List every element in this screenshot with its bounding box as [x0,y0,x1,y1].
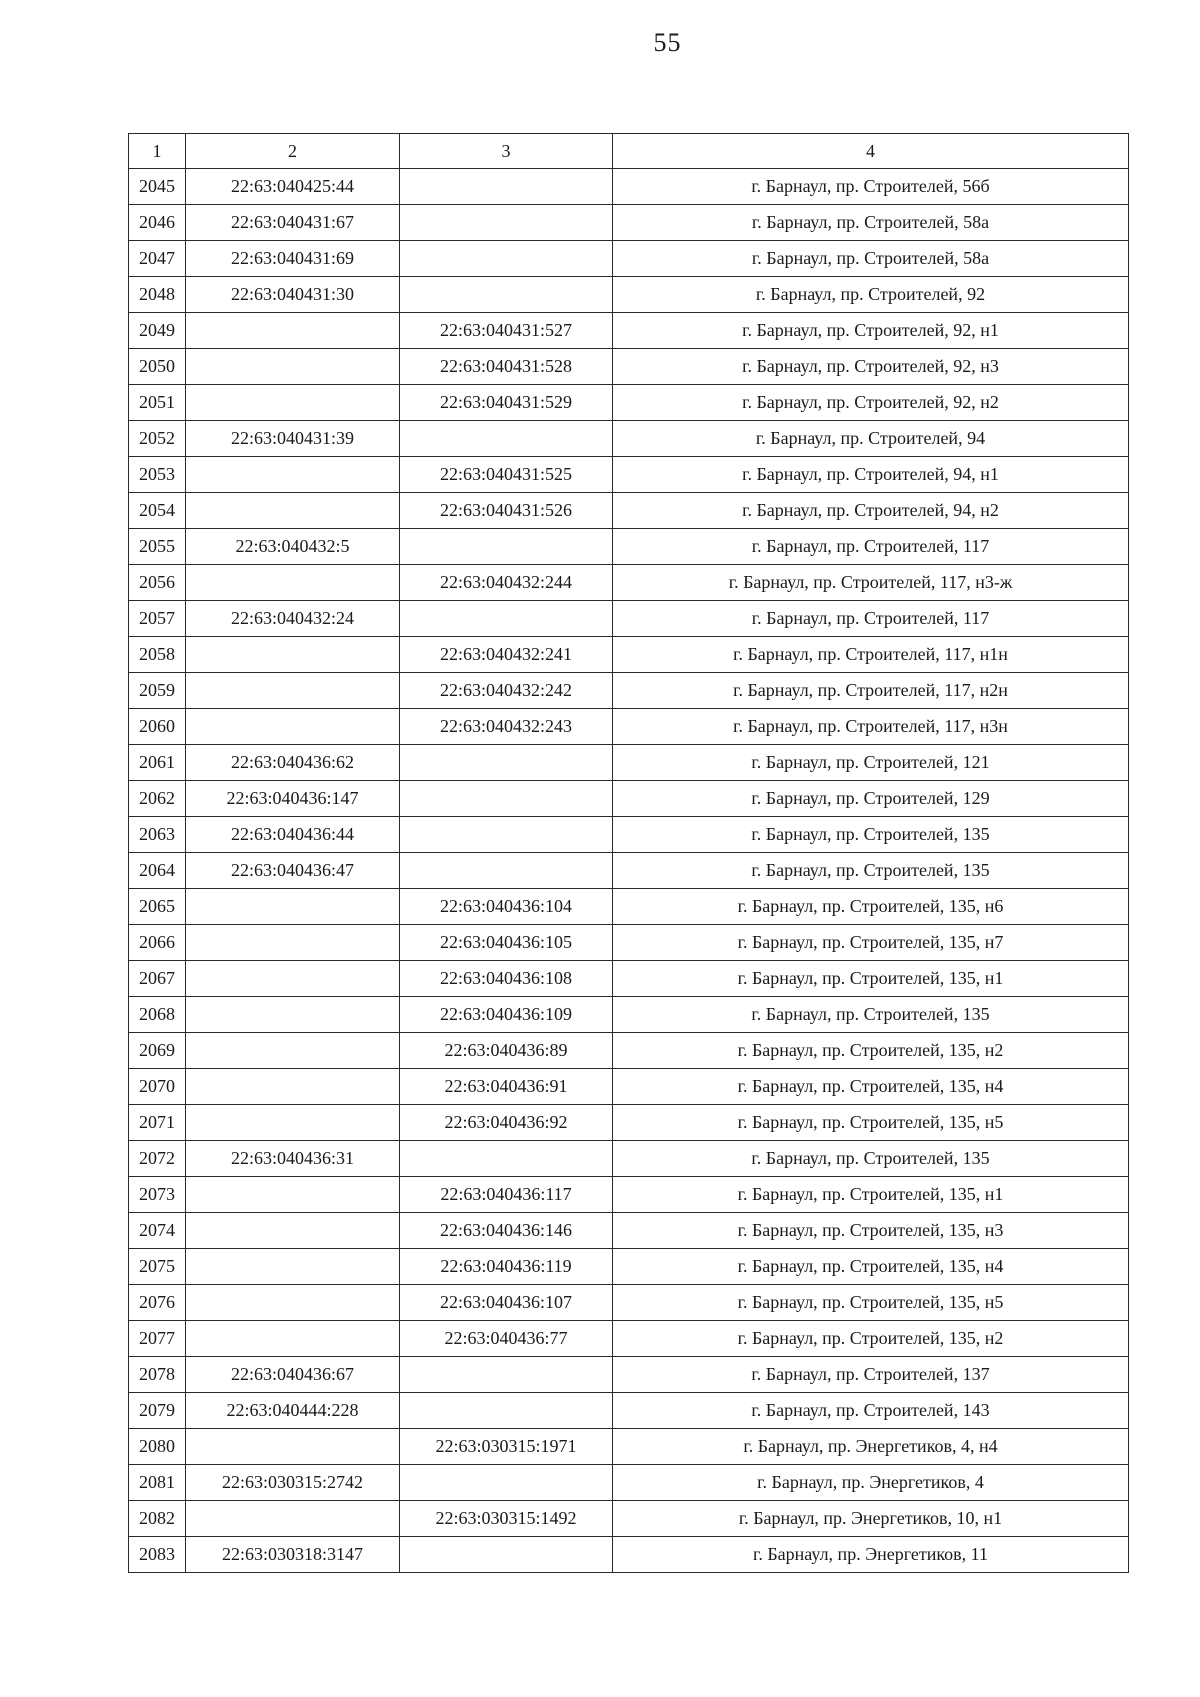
table-row [129,421,1129,457]
land-cadastral-number: 22:63:040431:67 [186,205,400,241]
address: г. Барнаул, пр. Энергетиков, 4 [613,1465,1129,1501]
address: г. Барнаул, пр. Строителей, 135, н2 [613,1033,1129,1069]
address: г. Барнаул, пр. Энергетиков, 11 [613,1537,1129,1573]
address: г. Барнаул, пр. Строителей, 135, н2 [613,1321,1129,1357]
address: г. Барнаул, пр. Строителей, 135 [613,997,1129,1033]
address: г. Барнаул, пр. Строителей, 135 [613,853,1129,889]
building-cadastral-number: 22:63:040436:89 [400,1033,613,1069]
table-row [129,1393,1129,1429]
table-row [129,1321,1129,1357]
building-cadastral-number: 22:63:040436:117 [400,1177,613,1213]
land-cadastral-number: 22:63:040432:24 [186,601,400,637]
building-cadastral-number: 22:63:040431:526 [400,493,613,529]
building-cadastral-number: 22:63:040436:91 [400,1069,613,1105]
row-number: 2083 [129,1537,186,1573]
header-col-1: 1 [129,134,186,169]
land-cadastral-number [186,1105,400,1141]
address: г. Барнаул, пр. Строителей, 94, н2 [613,493,1129,529]
table-row [129,1069,1129,1105]
table-row [129,277,1129,313]
address: г. Барнаул, пр. Строителей, 117, н3н [613,709,1129,745]
building-cadastral-number [400,277,613,313]
land-cadastral-number [186,385,400,421]
address: г. Барнаул, пр. Строителей, 137 [613,1357,1129,1393]
building-cadastral-number [400,745,613,781]
row-number: 2082 [129,1501,186,1537]
row-number: 2055 [129,529,186,565]
land-cadastral-number: 22:63:040431:30 [186,277,400,313]
address: г. Барнаул, пр. Строителей, 94 [613,421,1129,457]
land-cadastral-number: 22:63:040432:5 [186,529,400,565]
land-cadastral-number: 22:63:040436:44 [186,817,400,853]
row-number: 2077 [129,1321,186,1357]
building-cadastral-number: 22:63:030315:1971 [400,1429,613,1465]
building-cadastral-number: 22:63:040432:242 [400,673,613,709]
building-cadastral-number [400,1537,613,1573]
table-row [129,565,1129,601]
address: г. Барнаул, пр. Строителей, 58а [613,205,1129,241]
row-number: 2053 [129,457,186,493]
address: г. Барнаул, пр. Строителей, 135, н3 [613,1213,1129,1249]
building-cadastral-number: 22:63:040436:92 [400,1105,613,1141]
address: г. Барнаул, пр. Строителей, 56б [613,169,1129,205]
land-cadastral-number [186,1033,400,1069]
land-cadastral-number [186,637,400,673]
land-cadastral-number: 22:63:040436:47 [186,853,400,889]
building-cadastral-number [400,1465,613,1501]
land-cadastral-number [186,1429,400,1465]
table-row [129,1501,1129,1537]
table-row [129,1429,1129,1465]
row-number: 2047 [129,241,186,277]
row-number: 2073 [129,1177,186,1213]
row-number: 2074 [129,1213,186,1249]
row-number: 2079 [129,1393,186,1429]
table-row [129,601,1129,637]
building-cadastral-number [400,421,613,457]
row-number: 2062 [129,781,186,817]
land-cadastral-number [186,1321,400,1357]
land-cadastral-number: 22:63:030315:2742 [186,1465,400,1501]
land-cadastral-number: 22:63:040436:31 [186,1141,400,1177]
row-number: 2054 [129,493,186,529]
land-cadastral-number [186,1069,400,1105]
land-cadastral-number [186,1177,400,1213]
table-row [129,709,1129,745]
address: г. Барнаул, пр. Строителей, 135, н7 [613,925,1129,961]
address: г. Барнаул, пр. Строителей, 92 [613,277,1129,313]
table-row [129,889,1129,925]
row-number: 2064 [129,853,186,889]
row-number: 2067 [129,961,186,997]
address: г. Барнаул, пр. Строителей, 58а [613,241,1129,277]
building-cadastral-number [400,169,613,205]
land-cadastral-number [186,925,400,961]
building-cadastral-number [400,1357,613,1393]
row-number: 2069 [129,1033,186,1069]
land-cadastral-number [186,457,400,493]
land-cadastral-number [186,313,400,349]
table-row [129,1213,1129,1249]
building-cadastral-number [400,781,613,817]
row-number: 2078 [129,1357,186,1393]
address: г. Барнаул, пр. Энергетиков, 4, н4 [613,1429,1129,1465]
address: г. Барнаул, пр. Строителей, 117 [613,529,1129,565]
table-row [129,1141,1129,1177]
address: г. Барнаул, пр. Строителей, 135, н5 [613,1105,1129,1141]
land-cadastral-number [186,1213,400,1249]
address: г. Барнаул, пр. Строителей, 117 [613,601,1129,637]
row-number: 2081 [129,1465,186,1501]
building-cadastral-number [400,241,613,277]
table-row [129,241,1129,277]
building-cadastral-number: 22:63:040436:119 [400,1249,613,1285]
header-row [129,134,1129,169]
row-number: 2056 [129,565,186,601]
address: г. Барнаул, пр. Строителей, 117, н2н [613,673,1129,709]
land-cadastral-number [186,961,400,997]
building-cadastral-number: 22:63:040431:528 [400,349,613,385]
row-number: 2049 [129,313,186,349]
address: г. Барнаул, пр. Строителей, 121 [613,745,1129,781]
header-col-4: 4 [613,134,1129,169]
address: г. Барнаул, пр. Строителей, 135 [613,817,1129,853]
address: г. Барнаул, пр. Строителей, 135, н6 [613,889,1129,925]
row-number: 2065 [129,889,186,925]
address: г. Барнаул, пр. Строителей, 129 [613,781,1129,817]
row-number: 2066 [129,925,186,961]
header-col-2: 2 [186,134,400,169]
address: г. Барнаул, пр. Строителей, 117, н3-ж [613,565,1129,601]
row-number: 2071 [129,1105,186,1141]
table-row [129,673,1129,709]
header-col-3: 3 [400,134,613,169]
row-number: 2072 [129,1141,186,1177]
building-cadastral-number [400,529,613,565]
table-row [129,1465,1129,1501]
row-number: 2070 [129,1069,186,1105]
land-cadastral-number: 22:63:040425:44 [186,169,400,205]
building-cadastral-number [400,817,613,853]
table-row [129,961,1129,997]
land-cadastral-number [186,565,400,601]
row-number: 2045 [129,169,186,205]
row-number: 2058 [129,637,186,673]
address: г. Барнаул, пр. Строителей, 135, н1 [613,1177,1129,1213]
address: г. Барнаул, пр. Строителей, 135, н5 [613,1285,1129,1321]
row-number: 2076 [129,1285,186,1321]
row-number: 2057 [129,601,186,637]
land-cadastral-number: 22:63:040431:69 [186,241,400,277]
table-row [129,493,1129,529]
land-cadastral-number: 22:63:040436:67 [186,1357,400,1393]
building-cadastral-number: 22:63:040431:525 [400,457,613,493]
address: г. Барнаул, пр. Строителей, 92, н2 [613,385,1129,421]
row-number: 2052 [129,421,186,457]
row-number: 2060 [129,709,186,745]
address: г. Барнаул, пр. Строителей, 92, н1 [613,313,1129,349]
table-row [129,457,1129,493]
land-cadastral-number: 22:63:040436:147 [186,781,400,817]
building-cadastral-number: 22:63:030315:1492 [400,1501,613,1537]
table-row [129,529,1129,565]
table-row [129,997,1129,1033]
page-number: 55 [653,28,682,57]
row-number: 2050 [129,349,186,385]
table-row [129,1357,1129,1393]
address: г. Барнаул, пр. Строителей, 135, н4 [613,1249,1129,1285]
building-cadastral-number: 22:63:040432:244 [400,565,613,601]
registry-table [128,133,1129,1573]
row-number: 2080 [129,1429,186,1465]
land-cadastral-number [186,1501,400,1537]
land-cadastral-number: 22:63:040436:62 [186,745,400,781]
row-number: 2075 [129,1249,186,1285]
table-row [129,313,1129,349]
table-row [129,637,1129,673]
land-cadastral-number [186,349,400,385]
row-number: 2048 [129,277,186,313]
table-row [129,1177,1129,1213]
building-cadastral-number: 22:63:040436:104 [400,889,613,925]
building-cadastral-number [400,1141,613,1177]
table-row [129,781,1129,817]
land-cadastral-number [186,493,400,529]
building-cadastral-number: 22:63:040436:108 [400,961,613,997]
address: г. Барнаул, пр. Энергетиков, 10, н1 [613,1501,1129,1537]
building-cadastral-number: 22:63:040436:77 [400,1321,613,1357]
building-cadastral-number: 22:63:040431:527 [400,313,613,349]
table-row [129,205,1129,241]
table-row [129,349,1129,385]
land-cadastral-number [186,709,400,745]
building-cadastral-number: 22:63:040436:105 [400,925,613,961]
table-row [129,745,1129,781]
table-row [129,385,1129,421]
table-row [129,169,1129,205]
land-cadastral-number [186,997,400,1033]
row-number: 2063 [129,817,186,853]
land-cadastral-number: 22:63:030318:3147 [186,1537,400,1573]
address: г. Барнаул, пр. Строителей, 135 [613,1141,1129,1177]
land-cadastral-number: 22:63:040444:228 [186,1393,400,1429]
building-cadastral-number: 22:63:040432:243 [400,709,613,745]
table-row [129,1249,1129,1285]
building-cadastral-number: 22:63:040436:107 [400,1285,613,1321]
row-number: 2068 [129,997,186,1033]
land-cadastral-number [186,889,400,925]
land-cadastral-number [186,1249,400,1285]
table-row [129,1537,1129,1573]
table-row [129,817,1129,853]
land-cadastral-number: 22:63:040431:39 [186,421,400,457]
building-cadastral-number [400,1393,613,1429]
building-cadastral-number: 22:63:040436:109 [400,997,613,1033]
building-cadastral-number: 22:63:040432:241 [400,637,613,673]
address: г. Барнаул, пр. Строителей, 135, н1 [613,961,1129,997]
row-number: 2046 [129,205,186,241]
address: г. Барнаул, пр. Строителей, 117, н1н [613,637,1129,673]
building-cadastral-number [400,853,613,889]
table-row [129,853,1129,889]
land-cadastral-number [186,673,400,709]
building-cadastral-number: 22:63:040436:146 [400,1213,613,1249]
address: г. Барнаул, пр. Строителей, 94, н1 [613,457,1129,493]
building-cadastral-number: 22:63:040431:529 [400,385,613,421]
land-cadastral-number [186,1285,400,1321]
table-row [129,925,1129,961]
building-cadastral-number [400,205,613,241]
address: г. Барнаул, пр. Строителей, 92, н3 [613,349,1129,385]
table-row [129,1105,1129,1141]
table-body [129,169,1129,1573]
table-row [129,1033,1129,1069]
row-number: 2051 [129,385,186,421]
row-number: 2061 [129,745,186,781]
address: г. Барнаул, пр. Строителей, 135, н4 [613,1069,1129,1105]
building-cadastral-number [400,601,613,637]
table-row [129,1285,1129,1321]
row-number: 2059 [129,673,186,709]
address: г. Барнаул, пр. Строителей, 143 [613,1393,1129,1429]
